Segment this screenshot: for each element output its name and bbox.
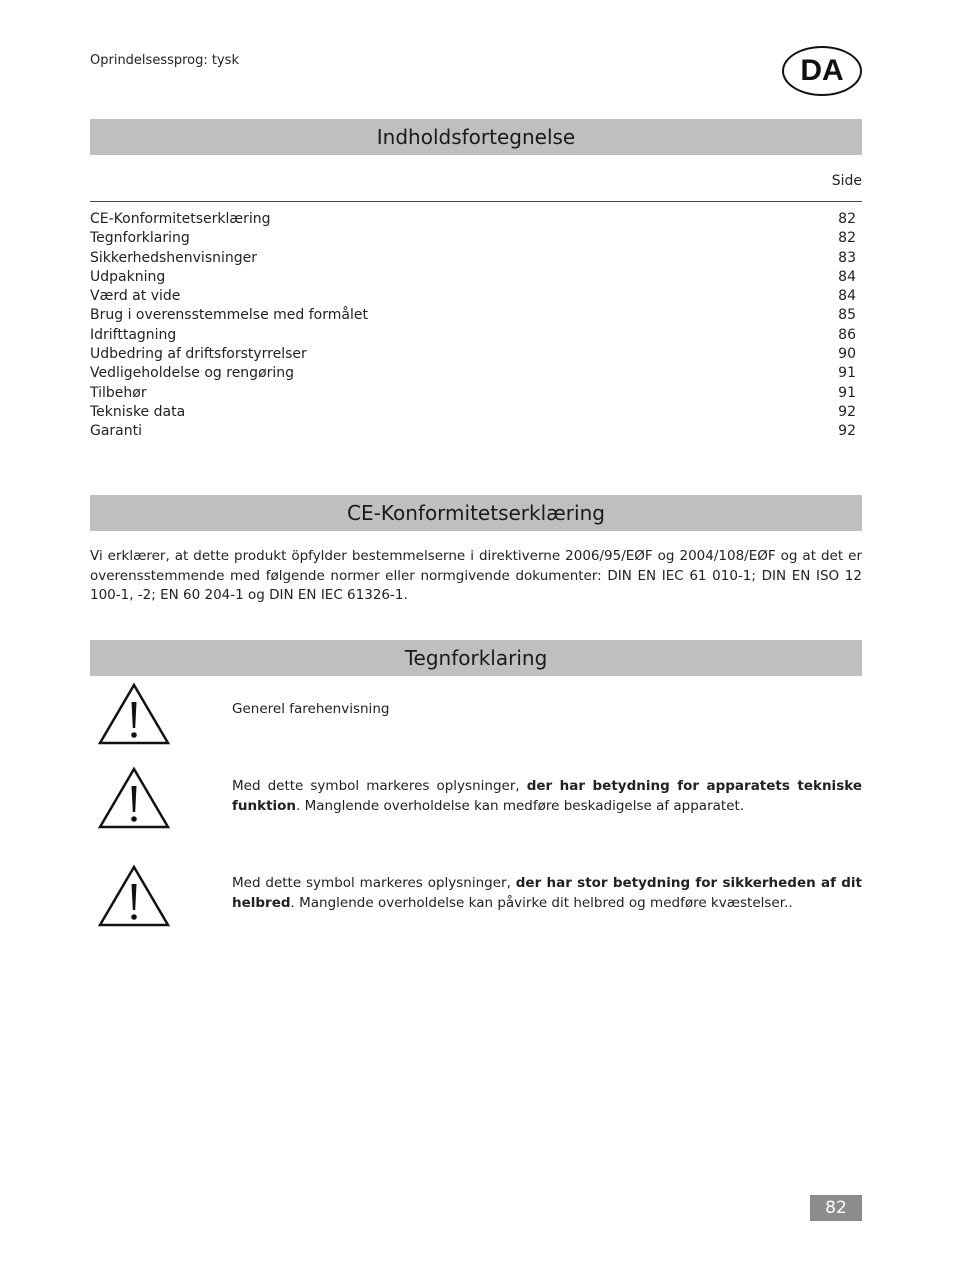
toc-item[interactable] bbox=[90, 249, 856, 268]
language-badge: DA bbox=[782, 46, 862, 96]
toc-item-label: Tilbehør bbox=[90, 384, 147, 401]
toc-item-label: Idrifttagning bbox=[90, 326, 177, 343]
toc-item[interactable] bbox=[90, 326, 856, 345]
toc-item-page: 91 bbox=[838, 384, 856, 401]
toc-item-label: Sikkerhedshenvisninger bbox=[90, 249, 258, 266]
toc-item-label: Værd at vide bbox=[90, 288, 181, 305]
legend-item-text: Med dette symbol markeres oplysninger, bbox=[232, 875, 516, 891]
toc-item[interactable] bbox=[90, 268, 856, 287]
toc-item-page: 92 bbox=[838, 423, 856, 440]
legend-item-emphasis: der har betydning for apparatets tekniske funktion bbox=[232, 778, 862, 814]
toc-item[interactable] bbox=[90, 229, 856, 248]
toc-list bbox=[90, 210, 856, 442]
toc-item[interactable] bbox=[90, 384, 856, 403]
legend-item-text: Generel farehenvisning bbox=[232, 701, 390, 717]
toc-item-page: 92 bbox=[838, 403, 856, 420]
legend-item-general-hazard bbox=[232, 700, 862, 720]
warning-triangle-icon bbox=[98, 766, 170, 830]
legend-heading: Tegnforklaring bbox=[90, 640, 862, 676]
toc-item-label: Tekniske data bbox=[90, 403, 186, 420]
toc-item[interactable] bbox=[90, 287, 856, 306]
toc-item-label: Brug i overensstemmelse med formålet bbox=[90, 307, 368, 324]
toc-item-label: Garanti bbox=[90, 423, 143, 440]
toc-page-column-label: Side bbox=[831, 173, 862, 189]
toc-item-label: Tegnforklaring bbox=[90, 230, 190, 247]
toc-item-page: 84 bbox=[838, 268, 856, 285]
toc-heading: Indholdsfortegnelse bbox=[90, 119, 862, 155]
toc-item-label: CE-Konformitetserklæring bbox=[90, 211, 271, 227]
legend-item-emphasis: der har stor betydning for sikkerheden af dit helbred bbox=[232, 875, 863, 911]
warning-triangle-icon bbox=[98, 864, 170, 928]
toc-item-page: 83 bbox=[838, 249, 856, 266]
toc-item-label: Vedligeholdelse og rengøring bbox=[90, 365, 295, 382]
toc-item-page: 84 bbox=[838, 288, 856, 305]
toc-item[interactable] bbox=[90, 422, 856, 441]
legend-item-technical-function bbox=[232, 777, 862, 816]
legend-item-text: Med dette symbol markeres oplysninger, bbox=[232, 778, 527, 794]
toc-item[interactable] bbox=[90, 403, 856, 422]
toc-divider bbox=[90, 201, 862, 202]
toc-item[interactable] bbox=[90, 345, 856, 364]
toc-item-page: 82 bbox=[838, 211, 856, 227]
ce-heading: CE-Konformitetserklæring bbox=[90, 495, 862, 531]
legend-item-text: . Manglende overholdelse kan medføre beskadigelse af apparatet. bbox=[296, 797, 745, 814]
toc-item-page: 91 bbox=[838, 365, 856, 382]
toc-item[interactable] bbox=[90, 306, 856, 325]
ce-declaration-text: Vi erklærer, at dette produkt öpfylder bestemmelserne i direktiverne 2006/95/EØF og 2004/108/EØF og at det er overensstemmende med følgende normer eller normgivende dokumenter: DIN EN IEC 61 010-1; DIN EN ISO 12 100-1, -2; EN 60 204-1 og DIN EN IEC 61326-1. bbox=[90, 548, 862, 603]
toc-item[interactable] bbox=[90, 210, 856, 229]
toc-item[interactable] bbox=[90, 364, 856, 383]
toc-item-label: Udpakning bbox=[90, 268, 166, 285]
toc-item-page: 85 bbox=[838, 307, 856, 324]
legend-item-text: . Manglende overholdelse kan påvirke dit helbred og medføre kvæstelser.. bbox=[290, 894, 793, 911]
page-number: 82 bbox=[810, 1195, 862, 1221]
origin-language-note: Oprindelsessprog: tysk bbox=[90, 53, 239, 68]
toc-item-label: Udbedring af driftsforstyrrelser bbox=[90, 346, 307, 363]
toc-item-page: 90 bbox=[838, 346, 856, 363]
toc-item-page: 86 bbox=[838, 326, 856, 343]
warning-triangle-icon bbox=[98, 682, 170, 746]
legend-item-health-safety bbox=[232, 874, 862, 913]
toc-item-page: 82 bbox=[838, 230, 856, 247]
